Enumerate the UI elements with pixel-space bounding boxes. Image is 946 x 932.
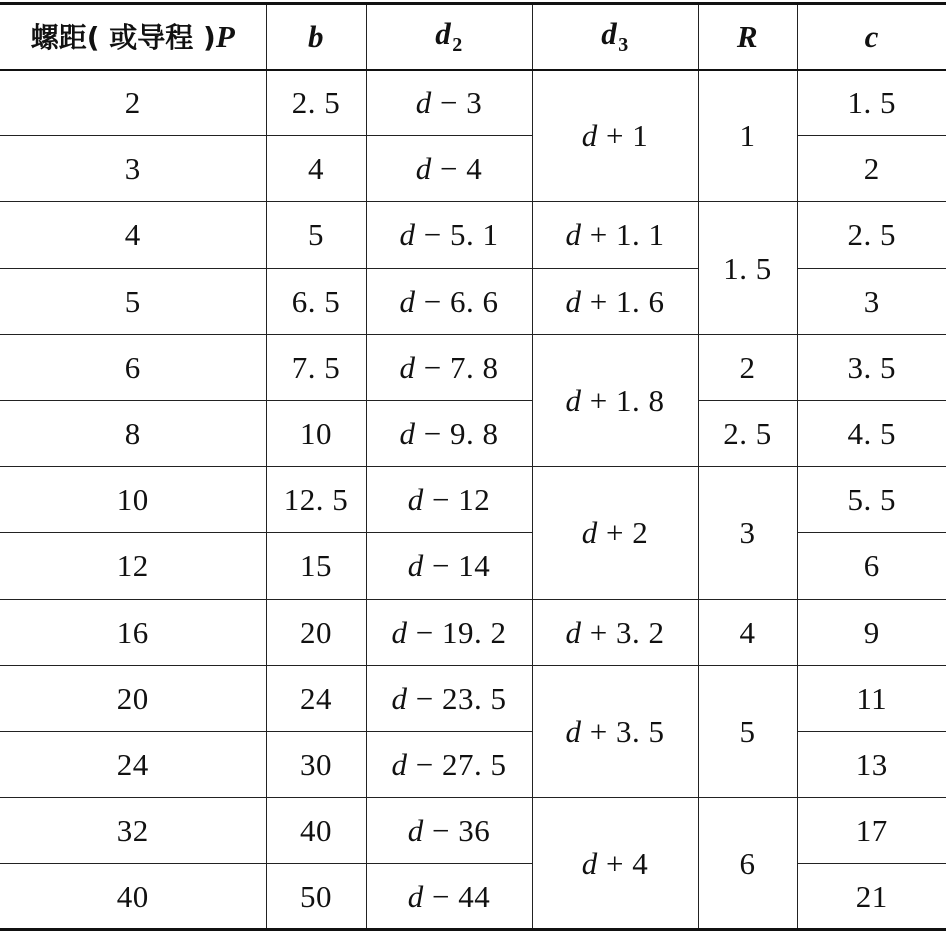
cell-d3-op: + 1 (597, 118, 649, 154)
cell-d3 (532, 202, 698, 268)
cell-r: 1. 5 (698, 202, 797, 334)
cell-b: 24 (266, 665, 366, 731)
cell-d2-var: d (407, 548, 424, 584)
cell-pitch: 24 (0, 731, 266, 797)
cell-d2-var: d (399, 416, 416, 452)
table-row (0, 467, 946, 533)
cell-d2-op: − 4 (431, 151, 483, 187)
cell-b: 20 (266, 599, 366, 665)
header-d3 (532, 4, 698, 70)
cell-d3-var: d (581, 515, 598, 551)
header-d3-symbol: d (601, 16, 618, 52)
header-b (266, 4, 366, 70)
cell-d2-var: d (399, 217, 416, 253)
cell-d2-var: d (391, 614, 408, 650)
cell-d3-op: + 3. 2 (581, 614, 665, 650)
cell-d3-var: d (565, 283, 582, 319)
cell-d2 (366, 731, 532, 797)
cell-d3-var: d (581, 118, 598, 154)
table-row (0, 533, 946, 599)
cell-d3-op: + 1. 6 (581, 283, 665, 319)
cell-d2-var: d (391, 680, 408, 716)
cell-d2-var: d (399, 349, 416, 385)
header-d3-subscript: 3 (618, 34, 629, 57)
table-row (0, 334, 946, 400)
cell-d2-op: − 12 (423, 482, 491, 518)
cell-d2 (366, 136, 532, 202)
cell-d3-op: + 2 (597, 515, 649, 551)
cell-c: 2 (797, 136, 946, 202)
cell-d2 (366, 533, 532, 599)
cell-d3-var: d (565, 382, 582, 418)
cell-d2-var: d (415, 85, 432, 121)
header-pitch-symbol: P (215, 19, 235, 55)
table-row (0, 268, 946, 334)
cell-d3-op: + 1. 8 (581, 382, 665, 418)
cell-pitch: 10 (0, 467, 266, 533)
cell-pitch: 40 (0, 864, 266, 930)
header-d2 (366, 4, 532, 70)
header-c-symbol: c (864, 19, 879, 55)
cell-d2 (366, 798, 532, 864)
cell-d2-op: − 7. 8 (415, 349, 499, 385)
cell-d2-op: − 44 (423, 878, 491, 914)
thread-dimension-table (0, 2, 946, 931)
table-row (0, 599, 946, 665)
header-pitch (0, 4, 266, 70)
header-c (797, 4, 946, 70)
cell-d2-var: d (407, 878, 424, 914)
cell-d2 (366, 599, 532, 665)
cell-r: 6 (698, 798, 797, 930)
cell-c: 21 (797, 864, 946, 930)
cell-d3-var: d (565, 614, 582, 650)
cell-d3 (532, 467, 698, 599)
cell-r: 1 (698, 70, 797, 202)
cell-b: 4 (266, 136, 366, 202)
cell-d2-op: − 14 (423, 548, 491, 584)
cell-c: 6 (797, 533, 946, 599)
cell-b: 12. 5 (266, 467, 366, 533)
cell-d2-var: d (399, 283, 416, 319)
cell-d3-var: d (565, 713, 582, 749)
cell-pitch: 20 (0, 665, 266, 731)
cell-b: 7. 5 (266, 334, 366, 400)
cell-d3-op: + 1. 1 (581, 217, 665, 253)
cell-d2-op: − 23. 5 (407, 680, 507, 716)
cell-r: 2 (698, 334, 797, 400)
cell-pitch: 8 (0, 400, 266, 466)
cell-pitch: 3 (0, 136, 266, 202)
cell-d2-op: − 6. 6 (415, 283, 499, 319)
cell-d3 (532, 599, 698, 665)
cell-d3 (532, 268, 698, 334)
cell-d3 (532, 334, 698, 466)
cell-d2 (366, 70, 532, 136)
cell-r: 4 (698, 599, 797, 665)
cell-d2 (366, 467, 532, 533)
cell-d2 (366, 400, 532, 466)
cell-d2 (366, 268, 532, 334)
cell-c: 5. 5 (797, 467, 946, 533)
cell-d3 (532, 798, 698, 930)
table-row (0, 731, 946, 797)
table-row (0, 864, 946, 930)
cell-d2 (366, 202, 532, 268)
cell-r: 2. 5 (698, 400, 797, 466)
cell-pitch: 16 (0, 599, 266, 665)
cell-b: 10 (266, 400, 366, 466)
cell-b: 50 (266, 864, 366, 930)
table-row (0, 136, 946, 202)
cell-pitch: 4 (0, 202, 266, 268)
cell-c: 2. 5 (797, 202, 946, 268)
cell-d2 (366, 864, 532, 930)
header-pitch-label: 螺距( 或导程 ) (30, 21, 216, 55)
table-row (0, 202, 946, 268)
cell-pitch: 6 (0, 334, 266, 400)
cell-d2-var: d (407, 813, 424, 849)
cell-c: 3 (797, 268, 946, 334)
cell-d2 (366, 334, 532, 400)
cell-d3 (532, 70, 698, 202)
header-r (698, 4, 797, 70)
cell-d2-var: d (415, 151, 432, 187)
cell-r: 3 (698, 467, 797, 599)
header-row (0, 4, 946, 70)
cell-d2-op: − 5. 1 (415, 217, 499, 253)
cell-d2-var: d (407, 482, 424, 518)
cell-c: 1. 5 (797, 70, 946, 136)
cell-d3-var: d (565, 217, 582, 253)
table-row (0, 70, 946, 136)
cell-d2-var: d (391, 746, 408, 782)
cell-d3 (532, 665, 698, 797)
cell-b: 30 (266, 731, 366, 797)
cell-pitch: 12 (0, 533, 266, 599)
cell-c: 17 (797, 798, 946, 864)
header-d2-symbol: d (435, 16, 452, 52)
cell-pitch: 5 (0, 268, 266, 334)
cell-b: 5 (266, 202, 366, 268)
cell-b: 15 (266, 533, 366, 599)
header-d2-subscript: 2 (452, 34, 463, 57)
table-row (0, 665, 946, 731)
cell-d2-op: − 27. 5 (407, 746, 507, 782)
cell-d3-op: + 4 (597, 845, 649, 881)
cell-b: 40 (266, 798, 366, 864)
cell-r: 5 (698, 665, 797, 797)
table-row (0, 798, 946, 864)
cell-c: 13 (797, 731, 946, 797)
cell-c: 9 (797, 599, 946, 665)
cell-d2-op: − 19. 2 (407, 614, 507, 650)
cell-c: 3. 5 (797, 334, 946, 400)
cell-b: 2. 5 (266, 70, 366, 136)
cell-d3-op: + 3. 5 (581, 713, 665, 749)
cell-c: 11 (797, 665, 946, 731)
cell-d2 (366, 665, 532, 731)
header-r-symbol: R (736, 19, 759, 55)
cell-b: 6. 5 (266, 268, 366, 334)
header-b-symbol: b (308, 19, 324, 55)
cell-pitch: 32 (0, 798, 266, 864)
cell-d3-var: d (581, 845, 598, 881)
cell-d2-op: − 3 (431, 85, 483, 121)
cell-d2-op: − 9. 8 (415, 416, 499, 452)
cell-pitch: 2 (0, 70, 266, 136)
cell-c: 4. 5 (797, 400, 946, 466)
cell-d2-op: − 36 (423, 813, 491, 849)
table-row (0, 400, 946, 466)
